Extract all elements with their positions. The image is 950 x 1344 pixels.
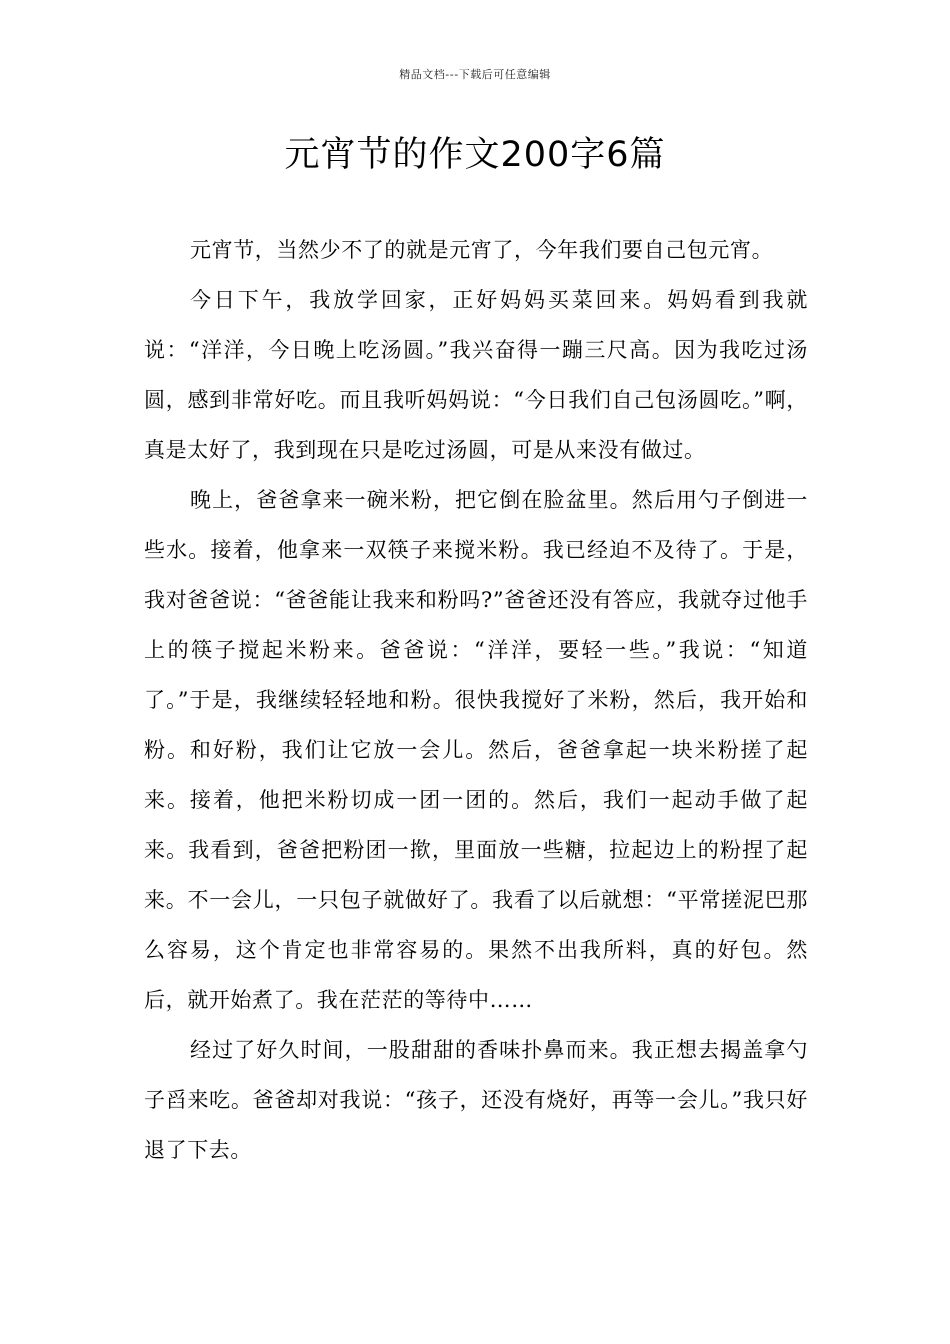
page-header-watermark: 精品文档---下载后可任意编辑 — [399, 68, 551, 81]
paragraph: 今日下午，我放学回家，正好妈妈买菜回来。妈妈看到我就说：“洋洋，今日晚上吃汤圆。”我兴奋得一蹦三尺高。因为我吃过汤圆，感到非常好吃。而且我听妈妈说：“今日我们自己包汤圆吃。”啊，真是太好了，我到现在只是吃过汤圆，可是从来没有做过。 — [144, 288, 808, 462]
paragraph: 经过了好久时间，一股甜甜的香味扑鼻而来。我正想去揭盖拿勺子舀来吃。爸爸却对我说：“孩子，还没有烧好，再等一会儿。”我只好退了下去。 — [144, 1038, 808, 1162]
paragraph: 晚上，爸爸拿来一碗米粉，把它倒在脸盆里。然后用勺子倒进一些水。接着，他拿来一双筷子来搅米粉。我已经迫不及待了。于是，我对爸爸说：“爸爸能让我来和粉吗?”爸爸还没有答应，我就夺过他手上的筷子搅起米粉来。爸爸说：“洋洋，要轻一些。”我说：“知道了。”于是，我继续轻轻地和粉。很快我搅好了米粉，然后，我开始和粉。和好粉，我们让它放一会儿。然后，爸爸拿起一块米粉搓了起来。接着，他把米粉切成一团一团的。然后，我们一起动手做了起来。我看到，爸爸把粉团一揿，里面放一些糖，拉起边上的粉捏了起来。不一会儿，一只包子就做好了。我看了以后就想：“平常搓泥巴那么容易，这个肯定也非常容易的。果然不出我所料，真的好包。然后，就开始煮了。我在茫茫的等待中…… — [144, 488, 808, 1012]
paragraph: 元宵节，当然少不了的就是元宵了，今年我们要自己包元宵。 — [190, 238, 774, 262]
document-title: 元宵节的作文200字6篇 — [284, 135, 666, 175]
document-body — [144, 225, 808, 1175]
